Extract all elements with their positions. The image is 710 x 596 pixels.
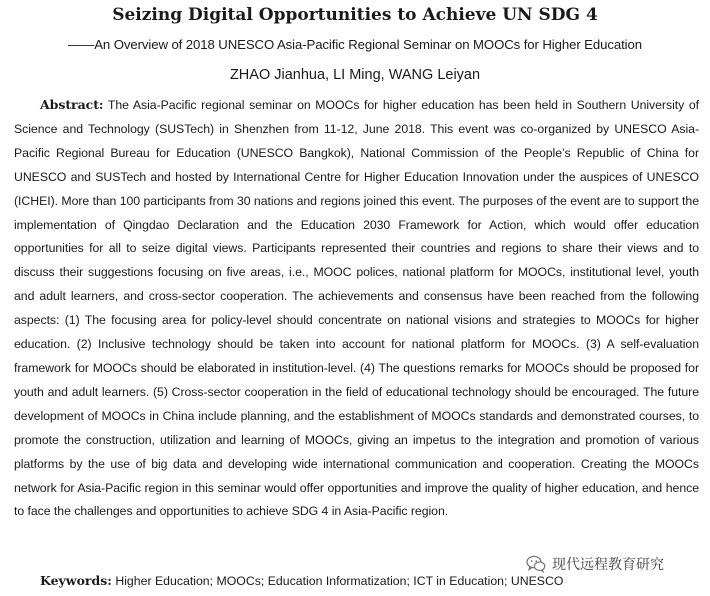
- wechat-watermark: [526, 553, 664, 575]
- abstract-paragraph: [14, 93, 699, 524]
- watermark-text: 现代远程教育研究: [552, 557, 664, 573]
- keywords-text: Higher Education; MOOCs; Education Informatization; ICT in Education; UNESCO: [115, 574, 564, 588]
- wechat-icon: [526, 555, 546, 573]
- paper-title: Seizing Digital Opportunities to Achieve UN SDG 4: [112, 5, 598, 25]
- abstract-text: The Asia-Pacific regional seminar on MOOCs for higher education has been held in Southern University of Science and Technology (SUSTech) in Shenzhen from 11-12, June 2018. This event was co-organized by UNESCO Asia-Pacific Regional Bureau for Education (UNESCO Bangkok), National Commission of the People’s Republic of China for UNESCO and SUSTech and hosted by International Centre for Higher Education Innovation under the auspices of UNESCO (ICHEI). More than 100 participants from 30 nations and regions joined this event. The purposes of the event are to support the implementation of Qingdao Declaration and the Education 2030 Framework for Action, which would offer education opportunities for all to seize digital views. Participants represented their countries and regions to share their views and to discuss their suggestions focusing on five areas, i.e., MOOC polices, national platform for MOOCs, institutional level, youth and adult learners, and cross-sector cooperation. The achievements and consensus have been reached from the following aspects: (1) The focusing area for policy-level should concentrate on national visions and strategies to MOOCs for higher education. (2) Inclusive technology should be taken into account for national platform for MOOCs. (3) A self-evaluation framework for MOOCs should be elaborated in institution-level. (4) The questions remarks for MOOCs should be proposed for youth and adult learners. (5) Cross-sector cooperation in the field of educational technology should be encouraged. The future development of MOOCs in China include planning, and the establishment of MOOCs standards and demonstrated courses, to promote the construction, utilization and learning of MOOCs, giving an impetus to the integration and promotion of various platforms by the use of big data and developing wide international communication and cooperation. Creating the MOOCs network for Asia-Pacific region in this seminar would offer opportunities and improve the quality of higher education, and hence to face the challenges and opportunities to achieve SDG 4 in Asia-Pacific region.: [14, 98, 699, 519]
- abstract-label: Abstract:: [40, 97, 104, 112]
- keywords-label: Keywords:: [40, 573, 112, 588]
- paper-authors: ZHAO Jianhua, LI Ming, WANG Leiyan: [229, 67, 481, 83]
- paper-subtitle: ——An Overview of 2018 UNESCO Asia-Pacific Regional Seminar on MOOCs for Higher Education: [68, 37, 642, 52]
